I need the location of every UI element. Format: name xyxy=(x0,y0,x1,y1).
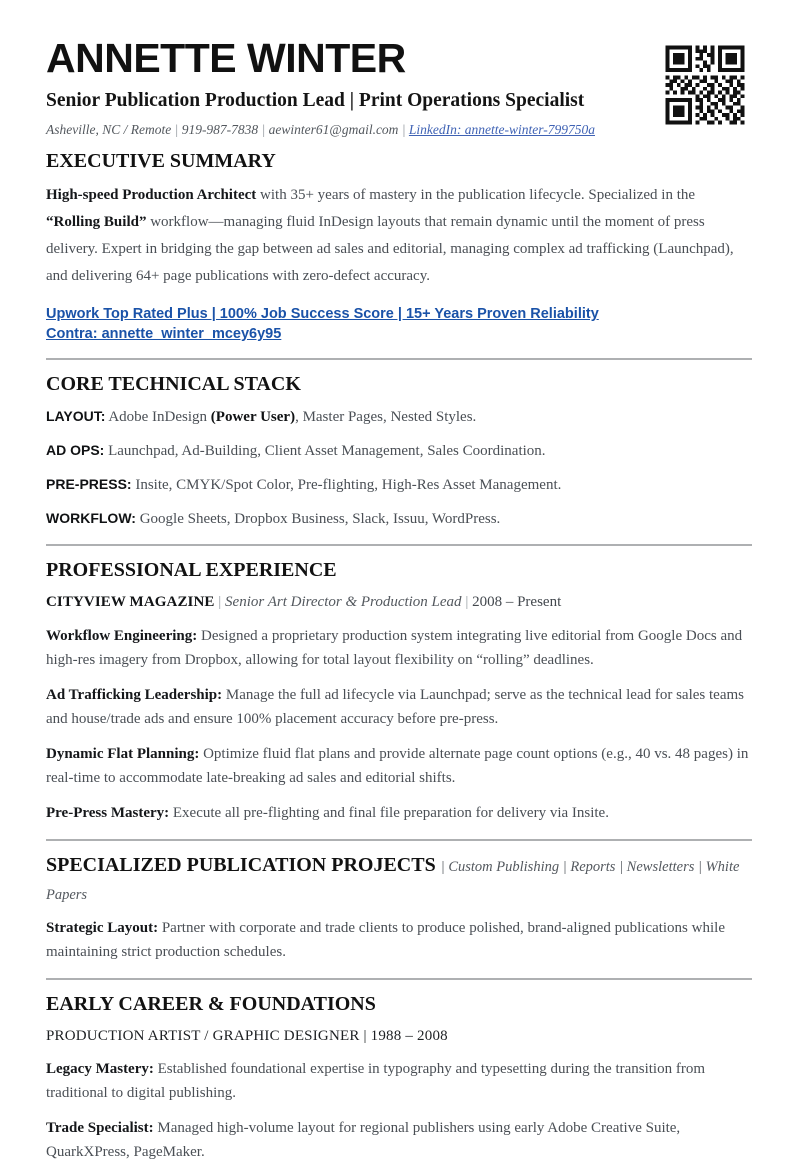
contra-link[interactable]: Contra: annette_winter_mcey6y95 xyxy=(46,326,282,342)
section-professional-experience xyxy=(46,557,752,825)
bullet-text: Designed a proprietary production system integrating live editorial from Google Docs and high-res imagery from Dropbox, allowing for total layout flexibility on “rolling” deadlines. xyxy=(46,628,743,668)
section-title-early-career: EARLY CAREER & FOUNDATIONS xyxy=(46,993,376,1015)
stack-row xyxy=(46,473,752,496)
executive-summary-text xyxy=(46,182,752,290)
bullet-text: Manage the full ad lifecycle via Launchpad; serve as the technical lead for sales teams and house/trade ads and ensure 100% placement accuracy before pre-press. xyxy=(46,687,744,727)
stack-value-pre: Adobe InDesign xyxy=(105,409,211,425)
project-bullet xyxy=(46,916,752,964)
section-divider xyxy=(46,544,752,546)
stack-value-pre: Launchpad, Ad-Building, Client Asset Management, Sales Coordination. xyxy=(104,443,546,459)
stack-row xyxy=(46,439,752,462)
linkedin-link[interactable]: LinkedIn: annette-winter-799750a xyxy=(408,122,595,137)
section-title-executive-summary: EXECUTIVE SUMMARY xyxy=(46,150,276,172)
stack-label: WORKFLOW: xyxy=(46,510,136,526)
candidate-name: ANNETTE WINTER xyxy=(46,35,406,81)
profile-links xyxy=(46,304,752,344)
summary-mid-1: with 35+ years of mastery in the publication lifecycle. Specialized in the xyxy=(256,187,696,203)
bullet-label: Ad Trafficking Leadership: xyxy=(46,687,223,703)
bullet-label: Legacy Mastery: xyxy=(46,1061,154,1077)
bullet-text: Established foundational expertise in typography and typesetting during the transition from traditional to digital publishing. xyxy=(46,1061,706,1101)
contact-separator: | xyxy=(261,122,266,137)
qr-code-icon[interactable] xyxy=(658,38,752,132)
stack-label: LAYOUT: xyxy=(46,408,106,424)
section-title-core-stack: CORE TECHNICAL STACK xyxy=(46,373,301,395)
contact-phone[interactable]: 919-987-7838 xyxy=(181,122,259,137)
bullet-label: Pre-Press Mastery: xyxy=(46,805,170,821)
section-divider xyxy=(46,839,752,841)
section-divider xyxy=(46,358,752,360)
section-title-professional-experience: PROFESSIONAL EXPERIENCE xyxy=(46,559,337,581)
bullet-label: Strategic Layout: xyxy=(46,920,159,936)
specialized-projects-title: SPECIALIZED PUBLICATION PROJECTS xyxy=(46,854,436,876)
stack-label: AD OPS: xyxy=(46,442,105,458)
stack-value-bold: (Power User) xyxy=(210,409,296,425)
summary-bold-2: “Rolling Build” xyxy=(46,214,147,230)
pipe-separator: | xyxy=(218,594,222,610)
bullet-label: Dynamic Flat Planning: xyxy=(46,746,200,762)
section-executive-summary xyxy=(46,148,752,344)
summary-lead-bold: High-speed Production Architect xyxy=(46,187,257,203)
pipe-separator: | xyxy=(465,594,469,610)
section-divider xyxy=(46,978,752,980)
company-name: CITYVIEW MAGAZINE xyxy=(46,594,215,610)
job-dates: 2008 – Present xyxy=(472,594,562,610)
experience-bullet xyxy=(46,801,752,825)
early-career-bullet xyxy=(46,1057,752,1105)
contact-separator: | xyxy=(174,122,179,137)
contact-email[interactable]: aewinter61@gmail.com xyxy=(268,122,399,137)
stack-value-pre: Google Sheets, Dropbox Business, Slack, Issuu, WordPress. xyxy=(135,511,501,527)
bullet-text: Partner with corporate and trade clients to produce polished, brand-aligned publications while maintaining strict production schedules. xyxy=(46,920,725,960)
bullet-text: Execute all pre-flighting and final file preparation for delivery via Insite. xyxy=(169,805,609,821)
bullet-text: Managed high-volume layout for regional publishers using early Adobe Creative Suite, QuarkXPress, PageMaker. xyxy=(46,1120,681,1160)
stack-row xyxy=(46,405,752,428)
stack-value-post: , Master Pages, Nested Styles. xyxy=(295,409,477,425)
contact-separator: | xyxy=(401,122,406,137)
bullet-text: Optimize fluid flat plans and provide alternate page count options (e.g., 40 vs. 48 pages) in real-time to accommodate late-breaking ad sales and editorial shifts. xyxy=(46,746,749,786)
summary-rest: workflow—managing fluid InDesign layouts that remain dynamic until the moment of press delivery. Expert in bridging the gap between ad sales and editorial, managing complex ad trafficking (Launchpad), and delivering 64+ page publications with zero-defect accuracy. xyxy=(46,214,734,284)
experience-bullet xyxy=(46,624,752,672)
experience-bullet xyxy=(46,742,752,790)
section-early-career xyxy=(46,991,752,1164)
professional-headline: Senior Publication Production Lead | Print Operations Specialist xyxy=(46,90,585,111)
resume-header xyxy=(46,34,752,146)
section-title-specialized-projects xyxy=(46,852,752,908)
contact-location: Asheville, NC / Remote xyxy=(46,122,172,137)
early-career-bullet xyxy=(46,1116,752,1164)
bullet-label: Trade Specialist: xyxy=(46,1120,154,1136)
bullet-label: Workflow Engineering: xyxy=(46,628,198,644)
contact-line xyxy=(46,120,752,139)
job-role: Senior Art Director & Production Lead xyxy=(225,594,462,610)
upwork-link[interactable]: Upwork Top Rated Plus | 100% Job Success Score | 15+ Years Proven Reliability xyxy=(46,306,599,322)
section-core-technical-stack xyxy=(46,371,752,530)
section-specialized-projects xyxy=(46,852,752,964)
stack-label: PRE-PRESS: xyxy=(46,476,132,492)
early-career-role-line: PRODUCTION ARTIST / GRAPHIC DESIGNER | 1988 – 2008 xyxy=(46,1028,448,1044)
stack-row xyxy=(46,507,752,530)
specialized-projects-subtitle: | Custom Publishing | Reports | Newsletters | White Papers xyxy=(46,859,740,903)
stack-value-pre: Insite, CMYK/Spot Color, Pre-flighting, High-Res Asset Management. xyxy=(131,477,562,493)
job-header xyxy=(46,591,752,613)
experience-bullet xyxy=(46,683,752,731)
